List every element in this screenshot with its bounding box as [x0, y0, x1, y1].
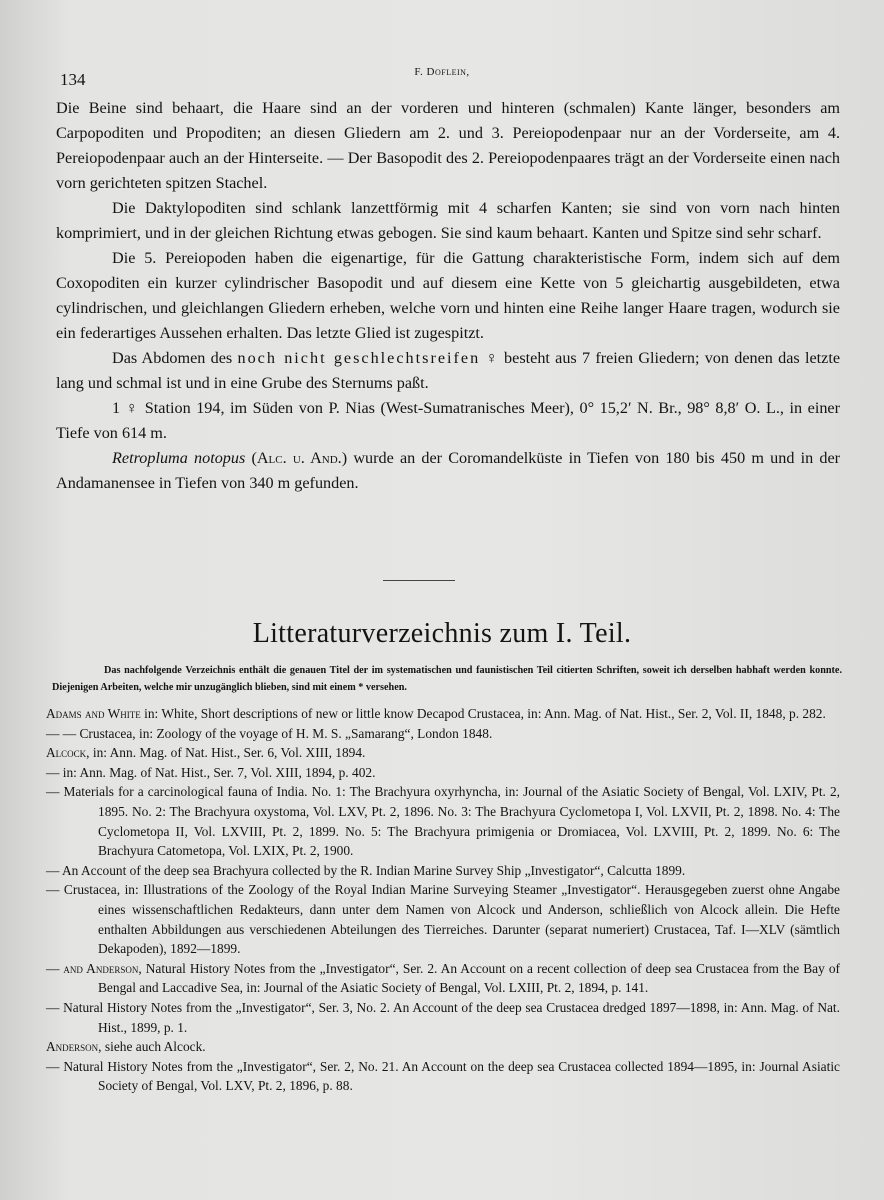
page-number: 134 — [60, 70, 86, 89]
paragraph-pereiopoden: Die 5. Pereiopoden haben die eigenartige, für die Gattung charakteristische Form, indem sich auf dem Coxopoditen ein kurzer cylindrischer Basopodit und auf diesem eine Kette von 5 gleichartig ausgebildeten, etwa cylindrischen, und gleichlangen Gliedern erheben, welche vorn und hinten eine Reihe langer Haare tragen, wodurch sie ein federartiges Aussehen erhalten. Das letzte Glied ist zugespitzt. — [56, 249, 840, 342]
reference-text: Natural History Notes from the „Investigator“, Ser. 3, No. 2. An Account of the deep sea Crustacea dredged 1897—1898, in: Ann. Mag. of Nat. Hist., 1899, p. 1. — [63, 999, 840, 1035]
reference-text: Crustacea, in: Zoology of the voyage of H. M. S. „Samarang“, London 1848. — [79, 725, 493, 741]
reference-text: Crustacea, in: Illustrations of the Zoology of the Royal Indian Marine Surveying Steamer „Investigator“. Herausgegeben zuerst ohne Angabe eines wissenschaftlichen Redakteurs, dann unter dem Namen von Alcock und Anderson, schließlich von Alcock allein. Die Hefte enthalten Abbildungen aus verschiedenen Abteilungen des Tierreiches. Darunter (separat numeriert) Crustacea, Taf. I—XLV (sämtlich Dekapoden), 1892—1899. — [63, 882, 840, 957]
paragraph-legs: Die Beine sind behaart, die Haare sind an der vorderen und hinteren (schmalen) Kante länger, besonders am Carpopoditen und Propoditen; an diesen Gliedern am 2. und 3. Pereiopodenpaar nur an der Vorderseite, am 4. Pereiopodenpaar auch an der Hinterseite. — Der Basopodit des 2. Pereiopodenpaares trägt an der Vorderseite einen nach vorn gerichteten spitzen Stachel. — [56, 99, 840, 192]
reference-author: — — [46, 1058, 60, 1074]
body-text — [56, 96, 840, 496]
abdomen-spaced-text: noch nicht geschlechtsreifen — [237, 349, 481, 367]
reference-author: Adams and White — [46, 706, 141, 721]
section-title: Litteraturverzeichnis zum I. Teil. — [252, 618, 632, 649]
reference-text: siehe auch Alcock. — [104, 1039, 206, 1055]
species-authors: (Alc. u. And.) — [251, 449, 348, 467]
reference-text: in: Ann. Mag. of Nat. Hist., Ser. 7, Vol. XIII, 1894, p. 402. — [62, 764, 376, 780]
distribution-text: wurde an der Coromandelküste in Tiefen von 180 bis 450 m und in der Andamanensee in Tiefen von 340 m gefunden. — [56, 449, 841, 492]
reference-entry — [46, 743, 840, 763]
reference-author: Anderson, — [46, 1039, 102, 1055]
reference-text: Natural History Notes from the „Investigator“, Ser. 2, No. 21. An Account on the deep sea Crustacea collected 1894—1895, in: Journal Asiatic Society of Bengal, Vol. LXV, Pt. 2, 1896, p. 88. — [63, 1058, 840, 1094]
paragraph-distribution — [56, 446, 840, 496]
reference-entry — [46, 704, 840, 724]
abdomen-text-b: ♀ besteht aus 7 freien Gliedern; von denen das letzte lang und schmal ist und in eine Grube des Sternums paßt. — [56, 349, 841, 392]
reference-entry — [46, 861, 840, 881]
reference-author: Alcock, — [46, 745, 90, 761]
reference-author: — — [46, 764, 60, 780]
abdomen-text-a: Das Abdomen des — [112, 349, 233, 367]
reference-text: Natural History Notes from the „Investigator“, Ser. 2. An Account on a recent collection of deep sea Crustacea from the Bay of Bengal and Laccadive Sea, in: Journal of the Asiatic Society of Bengal, Vol. LXIII, Pt. 2, 1894, p. 141. — [98, 960, 840, 996]
reference-text: in: Ann. Mag. of Nat. Hist., Ser. 6, Vol. XIII, 1894. — [92, 745, 366, 761]
reference-text: Materials for a carcinological fauna of India. No. 1: The Brachyura oxyrhyncha, in: Journal of the Asiatic Society of Bengal, Vol. LXIV, Pt. 2, 1895. No. 2: The Brachyura oxystoma, Vol. LXV, Pt. 2, 1896. No. 3: The Brachyura Cyclometopa I, Vol. LXVII, Pt. 2, 1898. No. 4: The Cyclometopa II, Vol. LXVIII, Pt. 2, 1899. No. 5: The Brachyura primigenia or Dromiacea, Vol. LXVIII, Pt. 2, 1899. No. 6: The Brachyura Catometopa, Vol. LXIX, Pt. 2, 1900. — [63, 784, 840, 859]
reference-list — [46, 704, 840, 1096]
reference-entry — [46, 724, 840, 744]
section-divider — [383, 580, 455, 581]
running-head-author: F. Doflein, — [414, 66, 470, 78]
reference-author: — — [46, 784, 60, 800]
reference-entry — [46, 998, 840, 1037]
reference-entry — [46, 959, 840, 998]
paragraph-station: 1 ♀ Station 194, im Süden von P. Nias (West-Sumatranisches Meer), 0° 15,2′ N. Br., 98° 8,8′ O. L., in einer Tiefe von 614 m. — [56, 399, 840, 442]
reference-text: in: White, Short descriptions of new or little know Decapod Crustacea, in: Ann. Mag. of Nat. Hist., Ser. 2, Vol. II, 1848, p. 282. — [144, 706, 826, 721]
paragraph-daktylopoditen: Die Daktylopoditen sind schlank lanzettförmig mit 4 scharfen Kanten; sie sind von vorn nach hinten komprimiert, und in der gleichen Richtung etwas gebogen. Sie sind kaum behaart. Kanten und Spitze sind sehr scharf. — [56, 199, 840, 242]
reference-author: — and Anderson, — [46, 960, 142, 976]
reference-entry — [46, 782, 840, 860]
reference-author: — — — [46, 725, 77, 741]
reference-entry — [46, 880, 840, 958]
reference-entry — [46, 1057, 840, 1096]
species-name: Retropluma notopus — [112, 449, 246, 467]
reference-author: — — [46, 882, 60, 898]
section-intro: Das nachfolgende Verzeichnis enthält die genauen Titel der im systematischen und faunistischen Teil citierten Schriften, soweit ich derselben habhaft werden konnte. Diejenigen Arbeiten, welche mir unzugänglich blieben, sind mit einem * versehen. — [52, 665, 842, 693]
reference-entry — [46, 763, 840, 783]
reference-author: — — [46, 862, 60, 878]
reference-author: — — [46, 999, 60, 1015]
reference-text: An Account of the deep sea Brachyura collected by the R. Indian Marine Survey Ship „Investigator“, Calcutta 1899. — [62, 862, 686, 878]
paragraph-abdomen — [56, 346, 840, 396]
reference-entry — [46, 1037, 840, 1057]
